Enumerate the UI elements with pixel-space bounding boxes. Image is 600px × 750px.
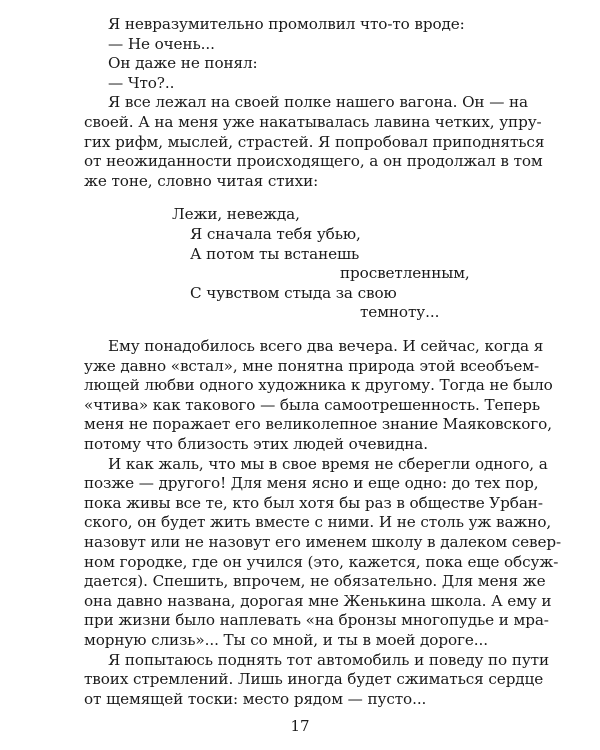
poem-line: А потом ты встанешь	[190, 244, 360, 263]
text-line: Ему понадобилось всего два вечера. И сейчас, когда я	[108, 337, 544, 355]
poem-line: С чувством стыда за свою	[190, 283, 397, 302]
poem-line: темноту...	[360, 303, 440, 322]
text-line: дается). Спешить, впрочем, не обязательно. Для меня же	[84, 572, 546, 591]
text-line: — Что?..	[108, 73, 175, 92]
text-line: назовут или не назовут его именем школу в далеком север-	[84, 533, 562, 551]
text-line: Я все лежал на своей полке нашего вагона. Он — на	[108, 93, 528, 112]
text-line: от неожиданности происходящего, а он продолжал в том	[84, 152, 543, 171]
text-line: морную слизь»... Ты со мной, и ты в моей дороге...	[84, 631, 488, 649]
text-line: потому что близость этих людей очевидна.	[84, 435, 428, 453]
text-line: — Не очень...	[108, 34, 215, 53]
text-line: И как жаль, что мы в свое время не сберегли одного, а	[108, 454, 548, 473]
text-line: позже — другого! Для меня ясно и еще одно: до тех пор,	[84, 474, 539, 493]
text-line: меня не поражает его великолепное знание Маяковского,	[84, 415, 552, 434]
text-line: пока живы все те, кто был хотя бы раз в обществе Урбан-	[84, 493, 543, 512]
poem-line: просветленным,	[340, 264, 470, 283]
text-line: гих рифм, мыслей, страстей. Я попробовал приподняться	[84, 132, 545, 151]
text-line: она давно названа, дорогая мне Женькина школа. А ему и	[84, 591, 552, 610]
text-line: от щемящей тоски: место рядом — пусто...	[84, 689, 427, 708]
text-line: Я попытаюсь поднять тот автомобиль и поведу по пути	[108, 650, 550, 669]
text-line: ского, он будет жить вместе с ними. И не столь уж важно,	[84, 513, 552, 532]
text-line: «чтива» как такового — была самоотрешенность. Теперь	[84, 395, 541, 414]
text-line: Я невразумительно промолвил что-то вроде:	[108, 15, 465, 33]
text-line: твоих стремлений. Лишь иногда будет сжиматься сердце	[84, 670, 544, 689]
text-line: лющей любви одного художника к другому. Тогда не было	[84, 376, 553, 395]
text-line: при жизни было наплевать «на бронзы многопудье и мра-	[84, 611, 549, 630]
poem-line: Я сначала тебя убью,	[190, 225, 361, 243]
text-line: своей. А на меня уже накатывалась лавина четких, упру-	[84, 113, 542, 131]
text-line: ном городке, где он учился (это, кажется, пока еще обсуж-	[84, 552, 559, 571]
text-line: уже давно «встал», мне понятна природа этой всеобъем-	[84, 356, 539, 375]
page-number: 17	[290, 717, 310, 736]
text-line: же тоне, словно читая стихи:	[84, 171, 319, 190]
text-line: Он даже не понял:	[108, 54, 258, 73]
poem-line: Лежи, невежда,	[172, 205, 300, 224]
